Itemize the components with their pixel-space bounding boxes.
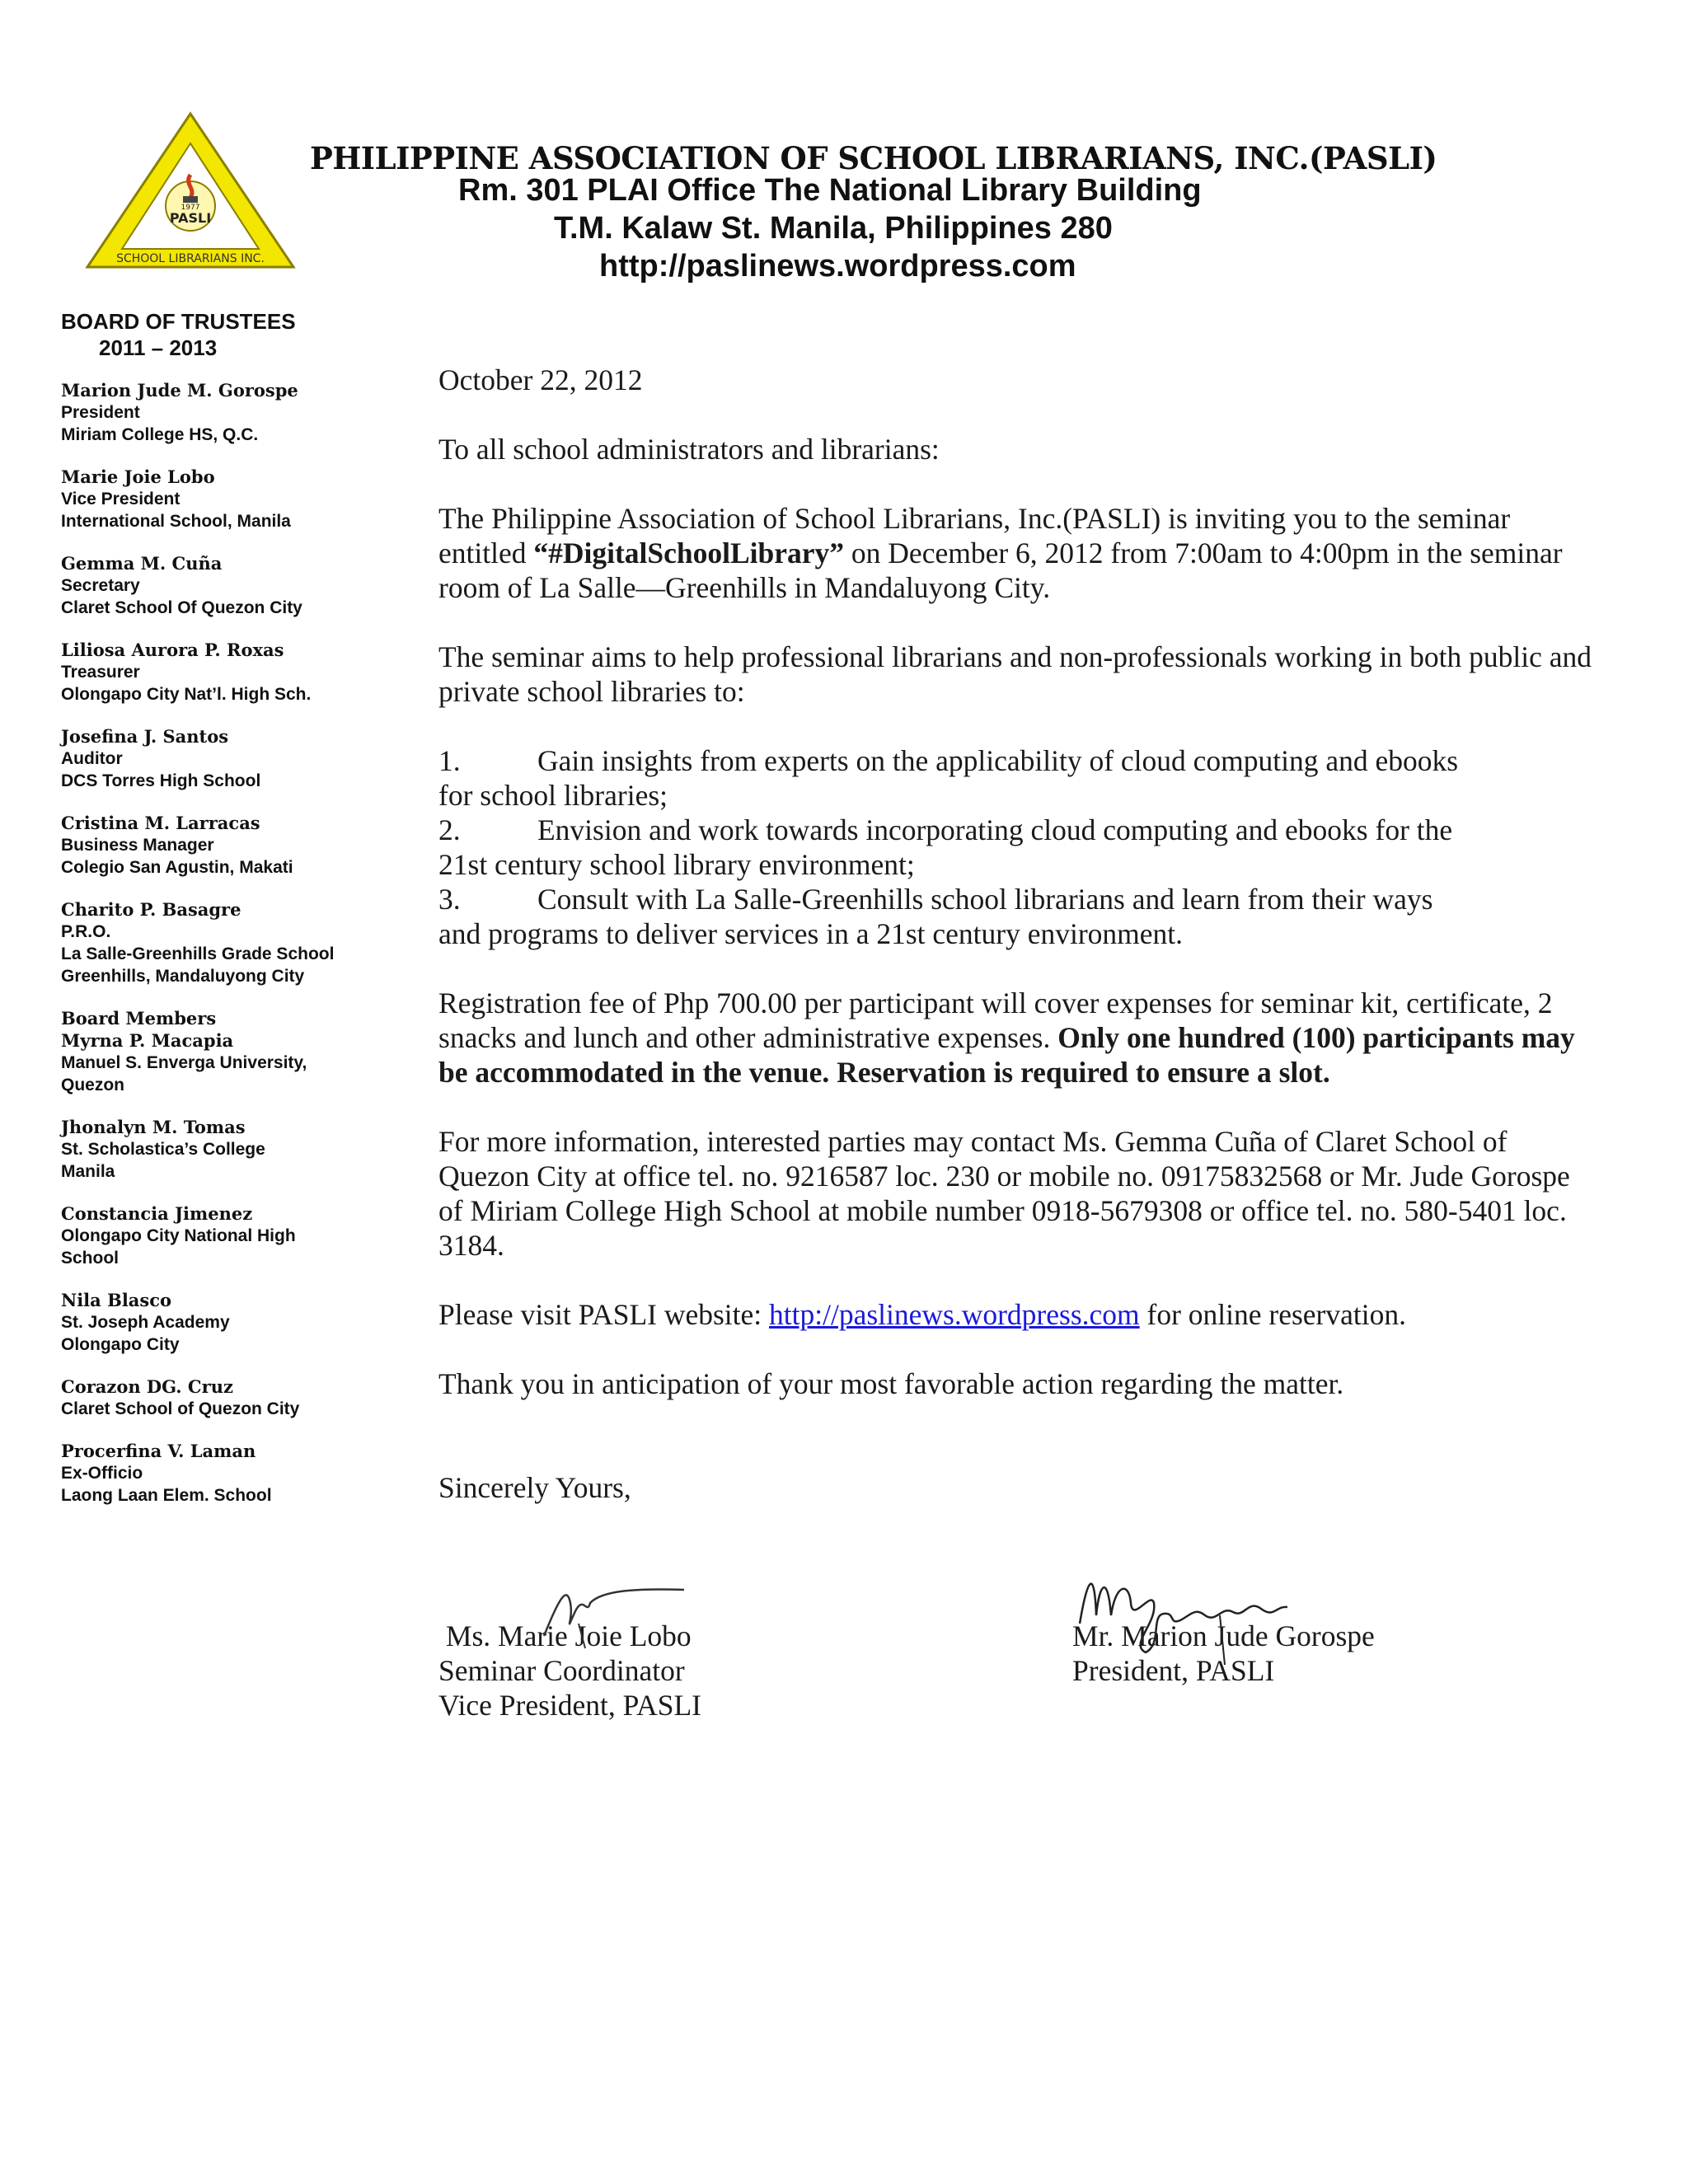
member-name: Corazon DG. Cruz [61,1376,233,1397]
board-of-trustees-heading [61,308,296,361]
member-detail: Olongapo City National High [61,1226,296,1245]
list-item-continuation: for school libraries; [438,779,668,812]
website-link[interactable]: http://paslinews.wordpress.com [769,1298,1140,1331]
member-name: Cristina M. Larracas [61,813,260,833]
capacity-notice: Only one hundred (100) participants may be accommodated in the venue. Reservation is required to ensure a slot. [438,1021,1575,1089]
list-item-text: Consult with La Salle-Greenhills school librarians and learn from their ways [537,883,1433,916]
invitation-text-a: The Philippine Association of School Librarians, Inc.(PASLI) is inviting you to the seminar entitled [438,502,1511,569]
member-name: Marie Joie Lobo [61,466,215,487]
member-detail: Colegio San Agustin, Makati [61,858,293,877]
website-text-b: for online reservation. [1139,1298,1406,1331]
member-detail: Business Manager [61,836,214,855]
board-title: BOARD OF TRUSTEES [61,309,296,334]
address-line-2: T.M. Kalaw St. Manila, Philippines 280 [554,211,1113,246]
member-name: Myrna P. Macapia [61,1030,234,1051]
letter-salutation: To all school administrators and librarians: [438,433,940,466]
member-name: Liliosa Aurora P. Roxas [61,640,284,660]
board-member [61,1440,391,1507]
member-detail: Olongapo City [61,1335,180,1354]
signatory-role: President, PASLI [1072,1654,1275,1687]
contact-paragraph: For more information, interested parties may contact Ms. Gemma Cuña of Claret School of Quezon City at office tel. no. 9216587 loc. 230 or mobile no. 09175832568 or Mr. Jude Gorospe of Miriam College High School at mobile number 0918-5679308 or office tel. no. 580-5401 loc. 3184. [438,1125,1570,1262]
member-detail: Laong Laan Elem. School [61,1486,272,1505]
board-member [61,725,391,792]
list-item-number: 2. [438,813,461,846]
list-item [438,813,1592,882]
registration-paragraph [438,986,1592,1090]
member-name: Charito P. Basagre [61,899,241,920]
thanks-paragraph: Thank you in anticipation of your most favorable action regarding the matter. [438,1367,1344,1400]
member-detail: School [61,1249,120,1268]
website-text-a: Please visit PASLI website: [438,1298,770,1331]
letter-date: October 22, 2012 [438,363,643,396]
member-detail: Olongapo City Nat’l. High Sch. [61,685,312,704]
member-detail: Ex-Officio [61,1464,143,1483]
board-member [61,379,391,446]
website-paragraph [438,1297,1592,1332]
member-detail: St. Joseph Academy [61,1313,230,1332]
member-name: Jhonalyn M. Tomas [61,1117,246,1137]
signatory-role: Seminar Coordinator [438,1654,685,1687]
logo-bottom-text: SCHOOL LIBRARIANS INC. [116,252,265,265]
board-member [61,1202,391,1269]
member-detail: International School, Manila [61,512,291,531]
org-name: PHILIPPINE ASSOCIATION OF SCHOOL LIBRARIANS, INC.(PASLI) [310,140,1437,176]
list-item-text: Gain insights from experts on the applicability of cloud computing and ebooks [537,744,1459,777]
signatory-name: Ms. Marie Joie Lobo [438,1619,692,1652]
list-item-number: 1. [438,744,461,777]
board-years: 2011 – 2013 [99,335,218,360]
member-detail: Manila [61,1162,115,1181]
member-name: Nila Blasco [61,1290,172,1310]
member-name: Marion Jude M. Gorospe [61,380,298,401]
seminar-title: “#DigitalSchoolLibrary” [533,537,845,569]
member-detail: DCS Torres High School [61,771,261,790]
board-member [61,898,391,987]
member-detail: Vice President [61,490,181,509]
board-member [61,1116,391,1183]
member-detail: Claret School of Quezon City [61,1399,300,1418]
member-detail: Greenhills, Mandaluyong City [61,967,305,986]
member-detail: Quezon [61,1076,124,1094]
address-line-1: Rm. 301 PLAI Office The National Library Building [458,173,1202,208]
board-member [61,1289,391,1356]
list-item-number: 3. [438,883,461,916]
member-detail: Miriam College HS, Q.C. [61,425,259,444]
invitation-paragraph [438,501,1592,605]
member-detail: P.R.O. [61,922,111,941]
member-name: Procerfina V. Laman [61,1441,256,1461]
board-member [61,1376,391,1420]
member-detail: Claret School Of Quezon City [61,598,302,617]
board-member [61,1007,391,1096]
member-detail: Auditor [61,749,123,768]
registration-text: Registration fee of Php 700.00 per participant will cover expenses for seminar kit, certificate, 2 snacks and lunch and other administrative expenses. [438,987,1553,1054]
logo-year: 1977 [181,204,200,212]
member-detail: Manuel S. Enverga University, [61,1053,307,1072]
board-member [61,812,391,879]
signatory-title: Vice President, PASLI [438,1689,701,1722]
board-member [61,466,391,532]
header-website[interactable]: http://paslinews.wordpress.com [599,249,1076,284]
signature-block-left [438,1619,701,1722]
member-detail: Treasurer [61,663,140,682]
signature-block-right [1072,1619,1375,1688]
member-detail: St. Scholastica’s College [61,1140,265,1159]
member-detail: President [61,403,140,422]
logo-center-text: PASLI [169,210,212,226]
list-item-continuation: and programs to deliver services in a 21st century environment. [438,917,1184,950]
member-name: Josefina J. Santos [61,726,229,747]
pasli-logo [82,109,298,274]
list-item-continuation: 21st century school library environment; [438,848,915,881]
list-item [438,743,1592,813]
member-name: Constancia Jimenez [61,1203,253,1224]
letter-body [438,363,1592,1540]
member-detail: Secretary [61,576,140,595]
member-name: Gemma M. Cuña [61,553,223,574]
aims-list [438,743,1592,951]
member-detail: La Salle-Greenhills Grade School [61,944,335,963]
closing: Sincerely Yours, [438,1471,631,1504]
board-members-list [61,379,391,1526]
aims-paragraph: The seminar aims to help professional librarians and non-professionals working in both public and private school libraries to: [438,640,1592,708]
board-member [61,552,391,619]
invitation-text-b: on December 6, 2012 from 7:00am to 4:00pm in the seminar room of La Salle—Greenhills in Mandaluyong City. [438,537,1563,604]
list-item [438,882,1592,951]
board-member [61,639,391,705]
member-name: Board Members [61,1008,217,1029]
list-item-text: Envision and work towards incorporating cloud computing and ebooks for the [537,813,1453,846]
signatory-name: Mr. Marion Jude Gorospe [1072,1619,1375,1652]
